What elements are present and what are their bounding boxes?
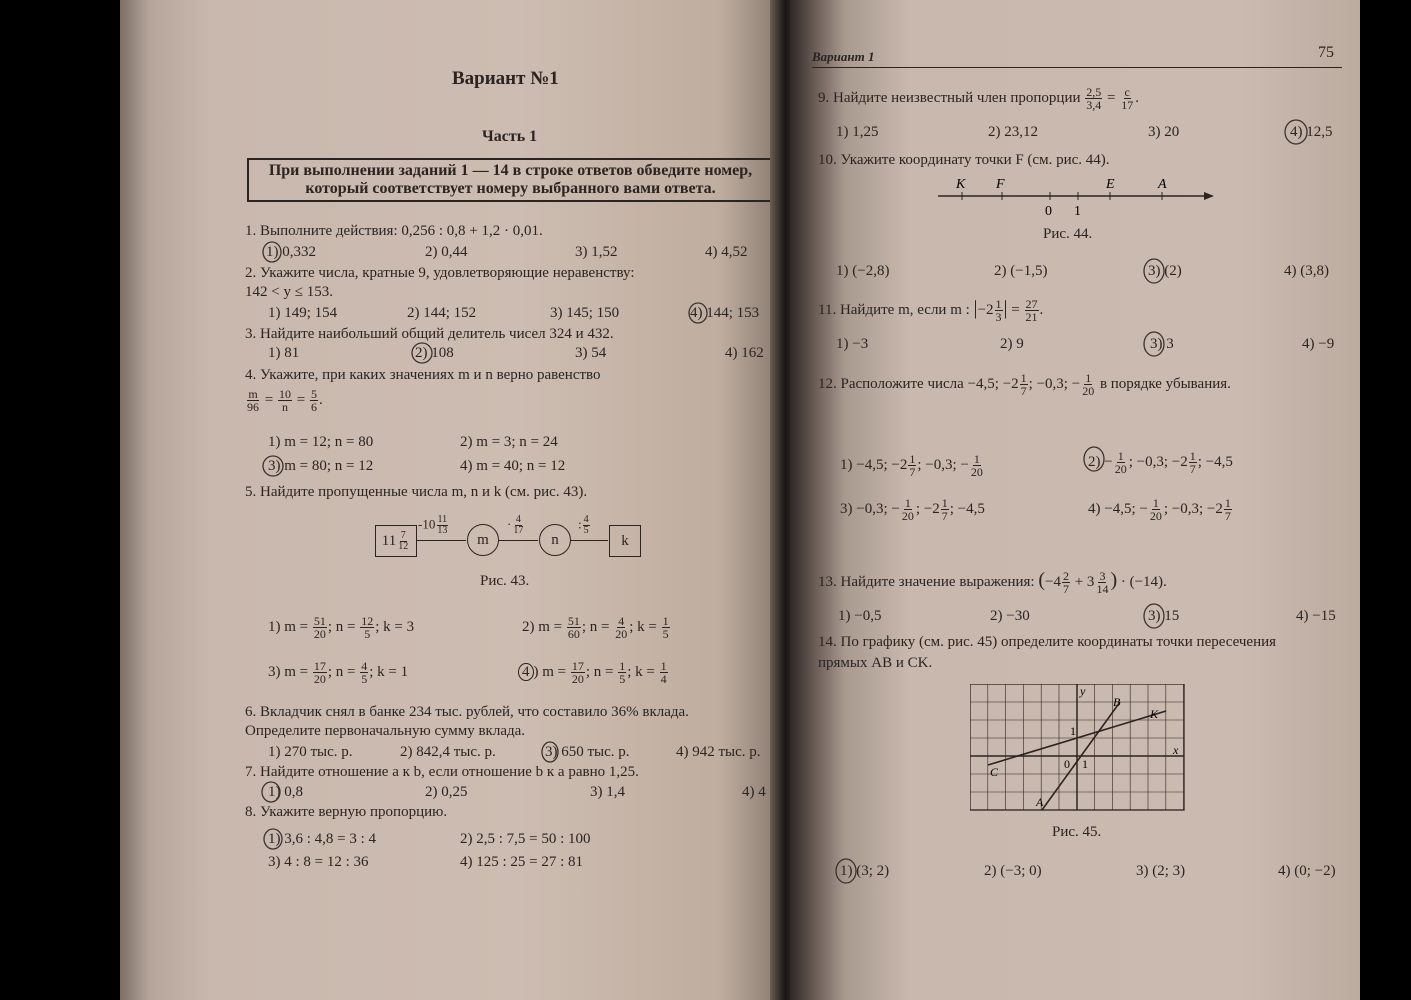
q3-answer-3: 3) 54 — [575, 345, 607, 361]
q9-answer-2: 2) 23,12 — [988, 124, 1038, 140]
start-whole: 11 — [381, 533, 397, 549]
label-origin: 0 — [1064, 757, 1070, 771]
q10-text: 10. Укажите координату точки F (см. рис. 44). — [818, 152, 1110, 168]
q5-text: 5. Найдите пропущенные числа m, n и k (см. рис. 43). — [245, 484, 588, 500]
n-node: n — [539, 524, 571, 556]
q4-text: 4. Укажите, при каких значениях m и n верно равенство — [245, 367, 601, 383]
q3-answer-4: 4) 162 — [725, 345, 764, 361]
q14-text: 14. По графику (см. рис. 45) определите координаты точки пересечения — [818, 634, 1277, 650]
q7-answer-4: 4) 4 — [742, 784, 766, 800]
label-b: B — [1113, 695, 1121, 709]
page-number: 75 — [1318, 44, 1334, 61]
q14-answer-2: 2) (−3; 0) — [984, 863, 1042, 879]
label-k-point: K — [1150, 707, 1159, 721]
q11-answer-2: 2) 9 — [1000, 336, 1024, 352]
q6-answer-1: 1) 270 тыс. р. — [268, 744, 353, 760]
q14-answer-3: 3) (2; 3) — [1136, 863, 1186, 879]
part-title: Часть 1 — [482, 128, 538, 145]
label-c: C — [990, 765, 999, 779]
q5-answer-2: 2) m = $\frac{51}{60}$ ; n = $\frac{4}{20}$ ; k = $\frac{1}{5}$ — [522, 614, 669, 641]
q11-text: 11. Найдите m, если m : |−2 $\frac{1}{3}$ | = $\frac{27}{21}$ . — [818, 296, 1044, 324]
mark-q1 — [263, 242, 281, 262]
q8-answer-2: 2) 2,5 : 7,5 = 50 : 100 — [460, 831, 591, 847]
q6-text: 6. Вкладчик снял в банке 234 тыс. рублей, что составило 36% вклада. — [245, 704, 689, 720]
q5-answer-1: 1) m = $\frac{51}{20}$ ; n = $\frac{12}{5}$ ; k = 3 — [268, 614, 415, 641]
mark-q6 — [542, 742, 558, 762]
q2-answer-2: 2) 144; 152 — [407, 305, 477, 321]
q3-answer-2: 2) 108 — [415, 345, 454, 361]
label-y-one: 1 — [1070, 724, 1076, 738]
label-zero: 0 — [1045, 204, 1052, 219]
q9-answer-1: 1) 1,25 — [836, 124, 879, 140]
label-y: y — [1080, 684, 1086, 698]
q8-text: 8. Укажите верную пропорцию. — [245, 804, 448, 820]
q3-text: 3. Найдите наибольший общий делитель чисел 324 и 432. — [245, 326, 614, 342]
mark-q8 — [264, 829, 282, 849]
figure-43-caption: Рис. 43. — [480, 573, 530, 589]
q9-answer-3: 3) 20 — [1148, 124, 1180, 140]
q12-text: 12. Расположите числа −4,5; −2 $\frac{1}{7}$ ; −0,3; − $\frac{1}{20}$ в порядке убывания. — [818, 371, 1231, 398]
q1-text: 1. Выполните действия: 0,256 : 0,8 + 1,2 · 0,01. — [245, 223, 543, 239]
q2-answer-4: 4) 144; 153 — [690, 305, 760, 321]
label-a: A — [1158, 177, 1167, 192]
q13-answer-4: 4) −15 — [1296, 608, 1336, 624]
q11-answer-1: 1) −3 — [836, 336, 869, 352]
q12-answer-2: 2) − $\frac{1}{20}$ ; −0,3; −2 $\frac{1}{7}$ ; −4,5 — [1088, 449, 1233, 476]
q8-answer-3: 3) 4 : 8 = 12 : 36 — [268, 854, 369, 870]
q8-answer-4: 4) 125 : 25 = 27 : 81 — [460, 854, 584, 870]
mark-q4 — [263, 456, 283, 476]
q2-answer-1: 1) 149; 154 — [268, 305, 338, 321]
q9-answer-4: 4) 12,5 — [1290, 124, 1333, 140]
label-x-one: 1 — [1082, 757, 1088, 771]
q8-answer-1: 1) 3,6 : 4,8 = 3 : 4 — [268, 831, 377, 847]
mark-q2 — [689, 303, 707, 323]
q4-answer-3: 3) m = 80; n = 12 — [268, 458, 374, 474]
q3-answer-1: 1) 81 — [268, 345, 300, 361]
instruction-line-2: который соответствует номеру выбранного вами ответа. — [305, 180, 716, 197]
q6-answer-2: 2) 842,4 тыс. р. — [400, 744, 496, 760]
q7-answer-3: 3) 1,4 — [590, 784, 625, 800]
q13-answer-1: 1) −0,5 — [838, 608, 882, 624]
q14-answer-1: 1) (3; 2) — [840, 863, 890, 879]
label-one: 1 — [1074, 204, 1081, 219]
q4-answer-1: 1) m = 12; n = 80 — [268, 434, 374, 450]
instruction-line-1: При выполнении заданий 1 — 14 в строке ответов обведите номер, — [268, 162, 753, 179]
q1-answer-1: 1) 0,332 — [266, 244, 316, 260]
q2-answer-3: 3) 145; 150 — [550, 305, 620, 321]
q5-answer-4: 4 ) m = $\frac{17}{20}$ ; n = $\frac{1}{5}$ ; k = $\frac{1}{4}$ — [522, 660, 669, 685]
q12-answer-4: 4) −4,5; − $\frac{1}{20}$ ; −0,3; −2 $\frac{1}{7}$ — [1088, 496, 1231, 523]
q4-answer-2: 2) m = 3; n = 24 — [460, 434, 558, 450]
pencil-marks-right — [790, 0, 1360, 1000]
k-box: k — [609, 525, 641, 557]
right-page — [790, 0, 1360, 1000]
q7-text: 7. Найдите отношение a к b, если отношение b к a равно 1,25. — [245, 764, 639, 780]
q6-answer-3: 3) 650 тыс. р. — [545, 744, 630, 760]
left-page — [120, 0, 780, 1000]
q7-answer-1: 1) 0,8 — [268, 784, 303, 800]
q13-text: 13. Найдите значение выражения: (−4 $\frac{2}{7}$ + 3 $\frac{3}{14}$ ) · (−14). — [818, 568, 1167, 596]
q10-answer-1: 1) (−2,8) — [836, 263, 890, 279]
q4-equation: $\frac{m}{96}$ = $\frac{10}{n}$ = $\frac{5}{6}$ . — [247, 387, 323, 414]
q6-answer-4: 4) 942 тыс. р. — [676, 744, 761, 760]
m-node: m — [467, 524, 499, 556]
start-box: 11 $\frac{7}{12}$ — [375, 525, 417, 557]
q9-text: 9. Найдите неизвестный член пропорции $\frac{2,5}{3,4}$ = $\frac{c}{17}$ . — [818, 85, 1139, 112]
op-2: · $\frac{4}{17}$ — [507, 514, 524, 536]
label-a-point: A — [1036, 795, 1044, 809]
mark-q11 — [1144, 332, 1164, 356]
q11-answer-4: 4) −9 — [1302, 336, 1335, 352]
figure-45-caption: Рис. 45. — [1052, 824, 1102, 840]
q2-inequality: 142 < y ≤ 153. — [245, 284, 333, 300]
q10-answer-2: 2) (−1,5) — [994, 263, 1048, 279]
op-3: : $\frac{4}{5}$ — [578, 514, 589, 536]
op-1: -10 $\frac{11}{13}$ — [418, 514, 448, 536]
q7-answer-2: 2) 0,25 — [425, 784, 468, 800]
mark-q12 — [1084, 447, 1104, 471]
q2-text: 2. Укажите числа, кратные 9, удовлетворяющие неравенству: — [245, 265, 635, 281]
q12-answer-3: 3) −0,3; − $\frac{1}{20}$ ; −2 $\frac{1}{7}$ ; −4,5 — [840, 496, 985, 523]
q6-text-2: Определите первоначальную сумму вклада. — [245, 723, 526, 739]
label-x: x — [1173, 743, 1179, 757]
mark-q10 — [1144, 259, 1164, 283]
mark-q3 — [412, 343, 432, 363]
figure-44-caption: Рис. 44. — [1043, 226, 1093, 242]
pencil-marks — [120, 0, 780, 1000]
mark-q13 — [1144, 604, 1164, 628]
label-f: F — [996, 177, 1005, 192]
q4-answer-4: 4) m = 40; n = 12 — [460, 458, 566, 474]
variant-header: Вариант №1 — [452, 68, 559, 89]
q1-answer-2: 2) 0,44 — [425, 244, 468, 260]
mark-q7 — [262, 782, 280, 802]
q13-answer-3: 3) 15 — [1148, 608, 1180, 624]
q10-answer-4: 4) (3,8) — [1284, 263, 1329, 279]
label-k: K — [956, 177, 966, 192]
mark-q9 — [1285, 120, 1307, 144]
label-e: E — [1106, 177, 1115, 192]
running-head: Вариант 1 — [812, 49, 875, 64]
q1-answer-3: 3) 1,52 — [575, 244, 618, 260]
q1-answer-4: 4) 4,52 — [705, 244, 748, 260]
q5-answer-3: 3) m = $\frac{17}{20}$ ; n = $\frac{4}{5}$ ; k = 1 — [268, 659, 409, 686]
q12-answer-1: 1) −4,5; −2 $\frac{1}{7}$ ; −0,3; − $\frac{1}{20}$ — [840, 452, 983, 479]
q11-answer-3: 3) 3 — [1150, 336, 1174, 352]
mark-q14 — [836, 859, 856, 883]
q14-answer-4: 4) (0; −2) — [1278, 863, 1336, 879]
q14-text-2: прямых AB и CK. — [818, 655, 933, 671]
q10-answer-3: 3) (2) — [1148, 263, 1182, 279]
q13-answer-2: 2) −30 — [990, 608, 1030, 624]
